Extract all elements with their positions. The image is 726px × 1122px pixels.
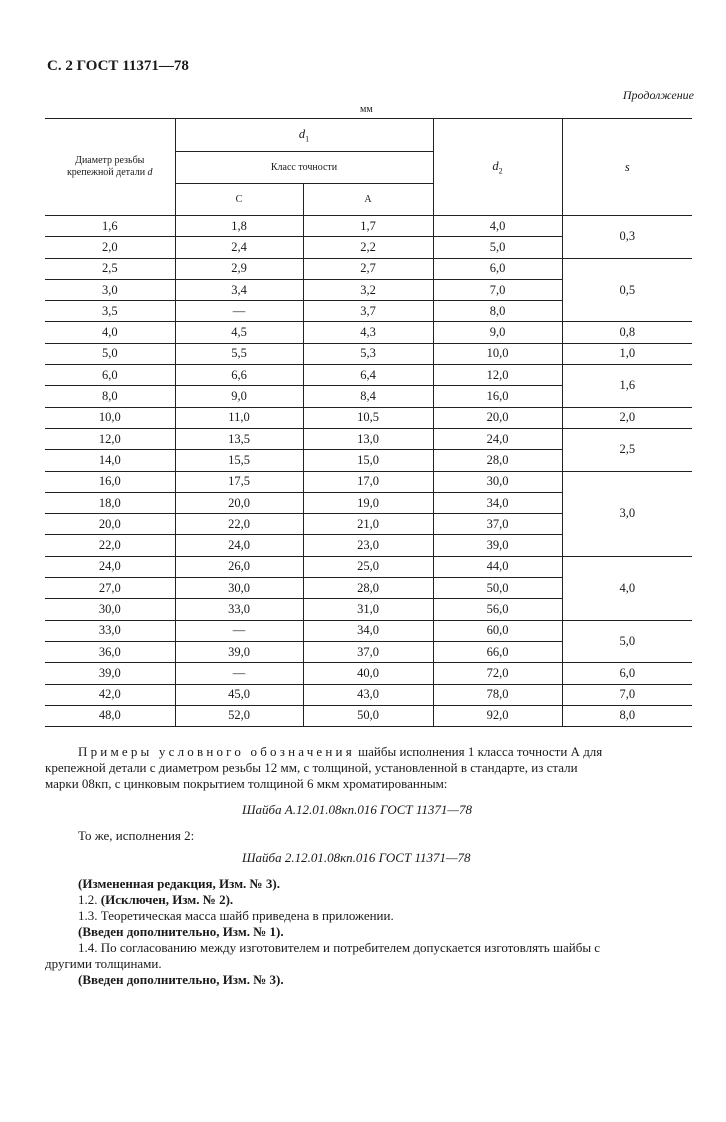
cell-d1-class-c: 26,0 — [175, 556, 303, 577]
cell-d1-class-c: 4,5 — [175, 322, 303, 343]
cell-thread-diameter: 33,0 — [45, 620, 175, 641]
table-row — [45, 663, 692, 684]
cell-d1-class-c: 11,0 — [175, 407, 303, 428]
table-row — [45, 407, 692, 428]
cell-thread-diameter: 12,0 — [45, 428, 175, 449]
cell-d1-class-c: 3,4 — [175, 279, 303, 300]
cell-d2: 37,0 — [433, 514, 562, 535]
cell-d1-class-c: — — [175, 663, 303, 684]
cell-thread-diameter: 24,0 — [45, 556, 175, 577]
cell-d2: 66,0 — [433, 641, 562, 662]
cell-d2: 72,0 — [433, 663, 562, 684]
cell-s: 0,3 — [562, 216, 692, 259]
cell-thread-diameter: 2,5 — [45, 258, 175, 279]
cell-d1-class-a: 3,2 — [303, 279, 433, 300]
table-row — [45, 343, 692, 364]
cell-d1-class-a: 10,5 — [303, 407, 433, 428]
cell-thread-diameter: 6,0 — [45, 365, 175, 386]
cell-d2: 16,0 — [433, 386, 562, 407]
header-d2: $d_2$ — [433, 119, 562, 216]
cell-d1-class-a: 28,0 — [303, 578, 433, 599]
cell-d1-class-c: 1,8 — [175, 216, 303, 237]
cell-d2: 6,0 — [433, 258, 562, 279]
cell-s: 0,8 — [562, 322, 692, 343]
cell-d1-class-c: 6,6 — [175, 365, 303, 386]
cell-thread-diameter: 1,6 — [45, 216, 175, 237]
cell-d1-class-a: 43,0 — [303, 684, 433, 705]
cell-d1-class-a: 40,0 — [303, 663, 433, 684]
cell-d2: 12,0 — [433, 365, 562, 386]
cell-d1-class-c: 17,5 — [175, 471, 303, 492]
table-row — [45, 258, 692, 279]
designation-2: Шайба 2.12.01.08кп.016 ГОСТ 11371—78 — [242, 850, 471, 865]
cell-d2: 4,0 — [433, 216, 562, 237]
table-row — [45, 705, 692, 726]
cell-s: 8,0 — [562, 705, 692, 726]
cell-d2: 5,0 — [433, 237, 562, 258]
header-s: s — [562, 119, 692, 216]
cell-d2: 39,0 — [433, 535, 562, 556]
cell-thread-diameter: 3,0 — [45, 279, 175, 300]
cell-d2: 34,0 — [433, 492, 562, 513]
cell-s: 6,0 — [562, 663, 692, 684]
header-class-a: А — [303, 184, 433, 216]
cell-d1-class-a: 5,3 — [303, 343, 433, 364]
cell-d1-class-a: 25,0 — [303, 556, 433, 577]
same-execution-2: То же, исполнения 2: — [78, 828, 195, 843]
cell-thread-diameter: 16,0 — [45, 471, 175, 492]
cell-d1-class-c: — — [175, 620, 303, 641]
table-row — [45, 556, 692, 577]
cell-s: 5,0 — [562, 620, 692, 663]
cell-d1-class-a: 2,2 — [303, 237, 433, 258]
cell-thread-diameter: 22,0 — [45, 535, 175, 556]
cell-d1-class-a: 19,0 — [303, 492, 433, 513]
page-header: С. 2 ГОСТ 11371—78 — [47, 58, 189, 74]
cell-d1-class-c: 39,0 — [175, 641, 303, 662]
cell-s: 1,0 — [562, 343, 692, 364]
cell-d2: 7,0 — [433, 279, 562, 300]
table-row — [45, 471, 692, 492]
cell-d1-class-c: 9,0 — [175, 386, 303, 407]
cell-d1-class-c: — — [175, 301, 303, 322]
cell-thread-diameter: 42,0 — [45, 684, 175, 705]
header-class-c: С — [175, 184, 303, 216]
cell-d1-class-a: 3,7 — [303, 301, 433, 322]
example-paragraph: Примеры условного обозначения шайбы исполнения 1 класса точности А для — [78, 744, 603, 759]
table-body — [45, 216, 692, 727]
cell-d1-class-a: 15,0 — [303, 450, 433, 471]
cell-thread-diameter: 27,0 — [45, 578, 175, 599]
cell-d1-class-c: 13,5 — [175, 428, 303, 449]
item-1-2: 1.2. (Исключен, Изм. № 2). — [78, 892, 234, 907]
note-intro-1: (Введен дополнительно, Изм. № 1). — [78, 924, 284, 939]
example-line-2: крепежной детали с диаметром резьбы 12 мм, с толщиной, установленной в стандарте, из стали — [45, 760, 578, 775]
cell-d1-class-a: 37,0 — [303, 641, 433, 662]
cell-thread-diameter: 48,0 — [45, 705, 175, 726]
header-d1: $d_1$ — [175, 119, 433, 152]
cell-d2: 24,0 — [433, 428, 562, 449]
table-row — [45, 684, 692, 705]
cell-thread-diameter: 39,0 — [45, 663, 175, 684]
cell-d1-class-c: 45,0 — [175, 684, 303, 705]
cell-d2: 50,0 — [433, 578, 562, 599]
cell-d1-class-a: 17,0 — [303, 471, 433, 492]
cell-d2: 10,0 — [433, 343, 562, 364]
cell-thread-diameter: 4,0 — [45, 322, 175, 343]
cell-d2: 30,0 — [433, 471, 562, 492]
cell-d1-class-c: 24,0 — [175, 535, 303, 556]
cell-d1-class-c: 33,0 — [175, 599, 303, 620]
cell-d1-class-a: 1,7 — [303, 216, 433, 237]
cell-thread-diameter: 10,0 — [45, 407, 175, 428]
cell-d2: 8,0 — [433, 301, 562, 322]
item-1-3: 1.3. Теоретическая масса шайб приведена в приложении. — [78, 908, 394, 923]
cell-thread-diameter: 5,0 — [45, 343, 175, 364]
cell-thread-diameter: 18,0 — [45, 492, 175, 513]
designation-1: Шайба А.12.01.08кп.016 ГОСТ 11371—78 — [242, 802, 472, 817]
item-1-4-line1: 1.4. По согласованию между изготовителем и потребителем допускается изготовлять шайбы с — [78, 940, 601, 955]
cell-d1-class-c: 15,5 — [175, 450, 303, 471]
cell-d1-class-a: 13,0 — [303, 428, 433, 449]
table-row — [45, 216, 692, 237]
cell-d1-class-a: 8,4 — [303, 386, 433, 407]
cell-d1-class-a: 31,0 — [303, 599, 433, 620]
cell-thread-diameter: 36,0 — [45, 641, 175, 662]
cell-thread-diameter: 2,0 — [45, 237, 175, 258]
cell-s: 2,5 — [562, 428, 692, 471]
cell-d1-class-a: 21,0 — [303, 514, 433, 535]
continuation-label: Продолжение — [622, 88, 694, 102]
cell-s: 4,0 — [562, 556, 692, 620]
cell-d1-class-a: 2,7 — [303, 258, 433, 279]
header-accuracy-class: Класс точности — [175, 152, 433, 184]
table-row — [45, 620, 692, 641]
cell-d1-class-a: 34,0 — [303, 620, 433, 641]
cell-d1-class-c: 20,0 — [175, 492, 303, 513]
cell-s: 0,5 — [562, 258, 692, 322]
washer-dimensions-table — [45, 118, 692, 727]
cell-d2: 60,0 — [433, 620, 562, 641]
cell-d2: 20,0 — [433, 407, 562, 428]
cell-d2: 56,0 — [433, 599, 562, 620]
cell-s: 3,0 — [562, 471, 692, 556]
header-thread-diameter: Диаметр резьбы крепежной детали d — [45, 119, 175, 216]
cell-thread-diameter: 8,0 — [45, 386, 175, 407]
cell-d1-class-c: 52,0 — [175, 705, 303, 726]
cell-d2: 92,0 — [433, 705, 562, 726]
cell-s: 7,0 — [562, 684, 692, 705]
cell-d1-class-c: 2,9 — [175, 258, 303, 279]
table-row — [45, 322, 692, 343]
cell-d1-class-c: 5,5 — [175, 343, 303, 364]
cell-thread-diameter: 3,5 — [45, 301, 175, 322]
cell-d1-class-c: 30,0 — [175, 578, 303, 599]
cell-d1-class-a: 6,4 — [303, 365, 433, 386]
example-line-3: марки 08кп, с цинковым покрытием толщиной 6 мкм хроматированным: — [45, 776, 448, 791]
cell-d1-class-a: 23,0 — [303, 535, 433, 556]
note-changed: (Измененная редакция, Изм. № 3). — [78, 876, 280, 891]
note-intro-3: (Введен дополнительно, Изм. № 3). — [78, 972, 284, 987]
cell-d2: 78,0 — [433, 684, 562, 705]
cell-d1-class-c: 2,4 — [175, 237, 303, 258]
cell-d1-class-c: 22,0 — [175, 514, 303, 535]
cell-d1-class-a: 4,3 — [303, 322, 433, 343]
cell-d2: 9,0 — [433, 322, 562, 343]
cell-d2: 28,0 — [433, 450, 562, 471]
cell-thread-diameter: 30,0 — [45, 599, 175, 620]
cell-s: 1,6 — [562, 365, 692, 408]
cell-d1-class-a: 50,0 — [303, 705, 433, 726]
cell-s: 2,0 — [562, 407, 692, 428]
units-label: мм — [360, 104, 373, 115]
item-1-4-line2: другими толщинами. — [45, 956, 162, 971]
cell-d2: 44,0 — [433, 556, 562, 577]
cell-thread-diameter: 14,0 — [45, 450, 175, 471]
table-row — [45, 428, 692, 449]
table-row — [45, 365, 692, 386]
cell-thread-diameter: 20,0 — [45, 514, 175, 535]
